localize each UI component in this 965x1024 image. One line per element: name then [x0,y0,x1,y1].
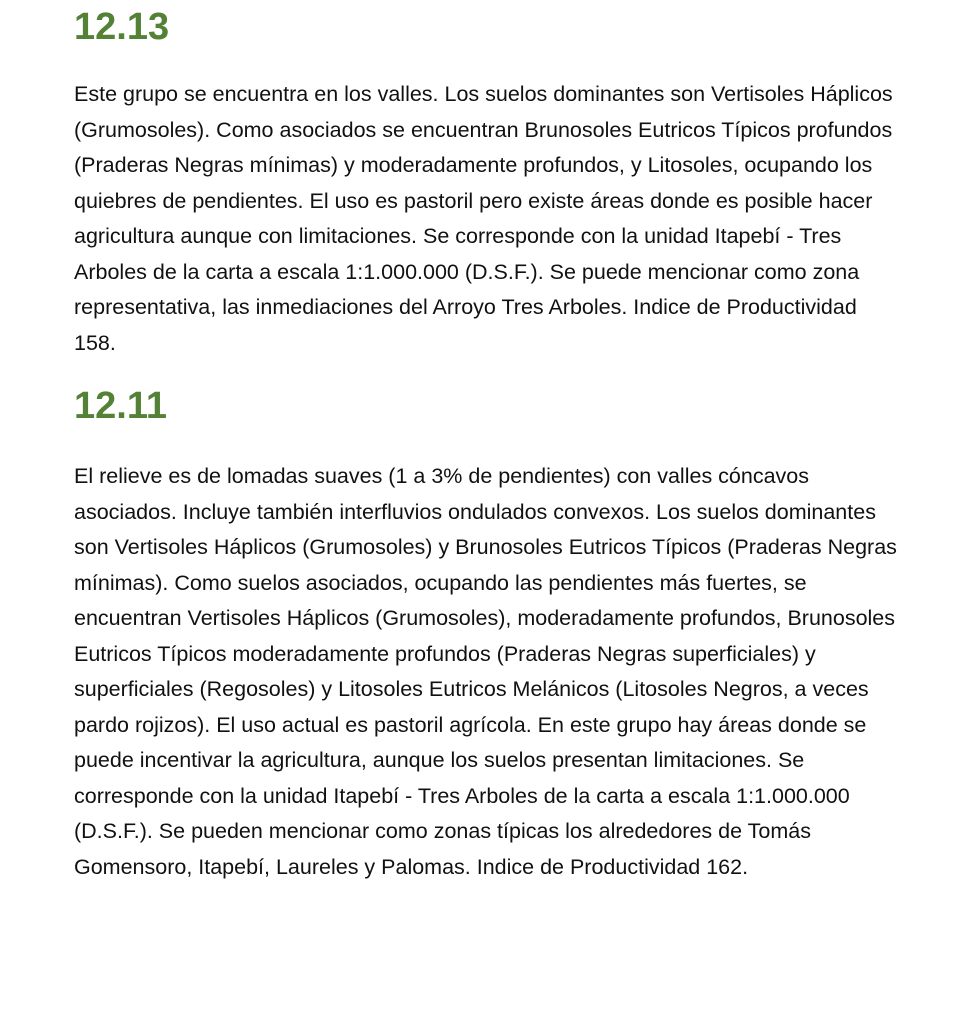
document-page [74,0,904,885]
section-heading-12-11: 12.11 [74,385,167,427]
section-heading-12-13: 12.13 [74,6,170,48]
section-paragraph-12-11: El relieve es de lomadas suaves (1 a 3% de pendientes) con valles cóncavos asociados. Incluye también interfluvios ondulados convexos. Los suelos dominantes son Vertisoles Háplicos (Grumosoles) y Brunosoles Eutricos Típicos (Praderas Negras mínimas). Como suelos asociados, ocupando las pendientes más fuertes, se encuentran Vertisoles Háplicos (Grumosoles), moderadamente profundos, Brunosoles Eutricos Típicos moderadamente profundos (Praderas Negras superficiales) y superficiales (Regosoles) y Litosoles Eutricos Melánicos (Litosoles Negros, a veces pardo rojizos). El uso actual es pastoril agrícola. En este grupo hay áreas donde se puede incentivar la agricultura, aunque los suelos presentan limitaciones. Se corresponde con la unidad Itapebí - Tres Arboles de la carta a escala 1:1.000.000 (D.S.F.). Se pueden mencionar como zonas típicas los alrededores de Tomás Gomensoro, Itapebí, Laureles y Palomas. Indice de Productividad 162. [74,464,897,879]
section-paragraph-12-13: Este grupo se encuentra en los valles. Los suelos dominantes son Vertisoles Háplicos (Grumosoles). Como asociados se encuentran Brunosoles Eutricos Típicos profundos (Praderas Negras mínimas) y moderadamente profundos, y Litosoles, ocupando los quiebres de pendientes. El uso es pastoril pero existe áreas donde es posible hacer agricultura aunque con limitaciones. Se corresponde con la unidad Itapebí - Tres Arboles de la carta a escala 1:1.000.000 (D.S.F.). Se puede mencionar como zona representativa, las inmediaciones del Arroyo Tres Arboles. Indice de Productividad 158. [74,82,893,355]
